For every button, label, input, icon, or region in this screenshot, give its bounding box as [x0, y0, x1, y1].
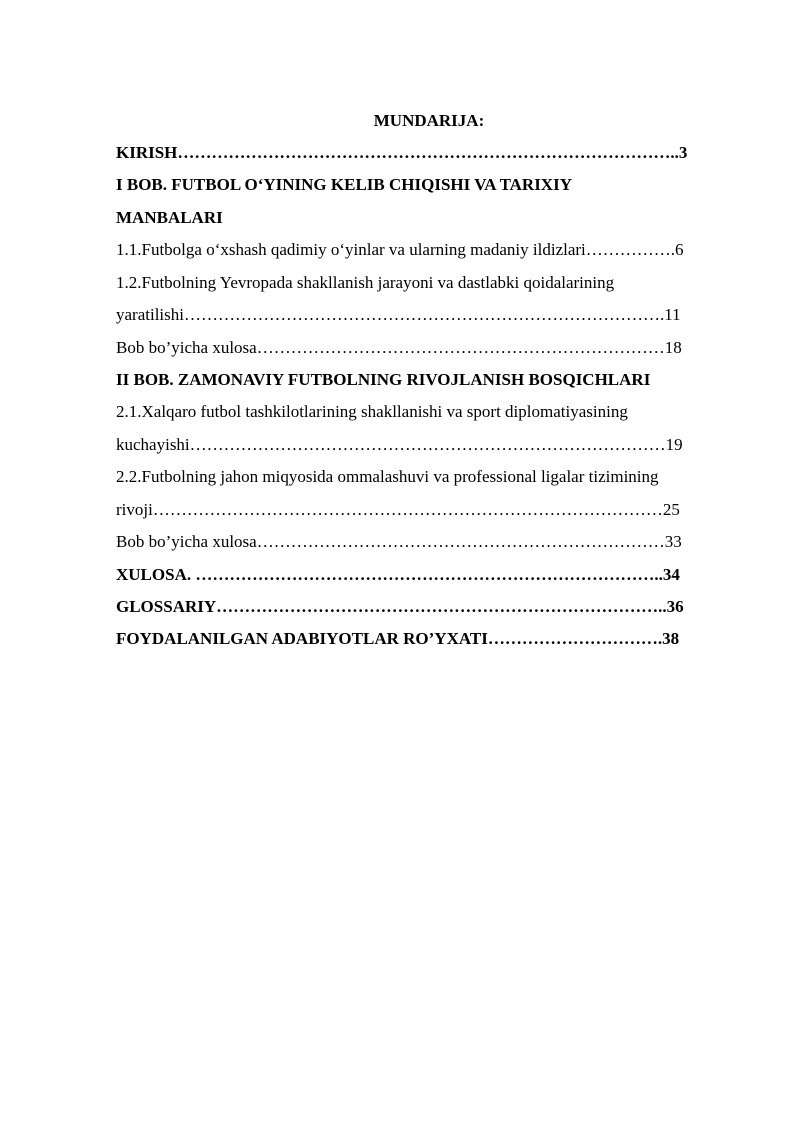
toc-entry-ch1-summary: Bob bo’yicha xulosa………………………………………………………………18	[116, 338, 682, 357]
toc-entry-ch2-summary: Bob bo’yicha xulosa………………………………………………………………33	[116, 532, 682, 551]
chapter-2-heading: II BOB. ZAMONAVIY FUTBOLNING RIVOJLANISH BOSQICHLARI	[116, 370, 651, 389]
toc-entry-xulosa: XULOSA. ………………………………………………………………………..34	[116, 565, 680, 584]
toc-entry-adabiyotlar: FOYDALANILGAN ADABIYOTLAR RO’YXATI………………………….38	[116, 629, 680, 648]
toc-entry-2-1-cont: kuchayishi…………………………………………………………………………19	[116, 435, 683, 454]
toc-entry-glossariy: GLOSSARIY……………………………………………………………………..36	[116, 597, 684, 616]
toc-entry-1-2-cont: yaratilishi………………………………………………………………………….11	[116, 305, 681, 324]
toc-entry-2-2: 2.2.Futbolning jahon miqyosida ommalashuvi va professional ligalar tizimining	[116, 467, 659, 486]
chapter-1-heading-cont: MANBALARI	[116, 208, 223, 227]
toc-entry-1-2: 1.2.Futbolning Yevropada shakllanish jarayoni va dastlabki qoidalarining	[116, 273, 615, 292]
toc-title: MUNDARIJA:	[373, 111, 485, 130]
toc-entry-2-2-cont: rivoji………………………………………………………………………………25	[116, 500, 680, 519]
chapter-1-heading: I BOB. FUTBOL O‘YINING KELIB CHIQISHI VA TARIXIY	[116, 175, 572, 194]
toc-entry-2-1: 2.1.Xalqaro futbol tashkilotlarining shakllanishi va sport diplomatiyasining	[116, 402, 628, 421]
toc-entry-1-1: 1.1.Futbolga o‘xshash qadimiy o‘yinlar va ularning madaniy ildizlari…………….6	[116, 240, 684, 259]
toc-entry-kirish: KIRISH……………………………………………………………………………..3	[116, 143, 688, 162]
